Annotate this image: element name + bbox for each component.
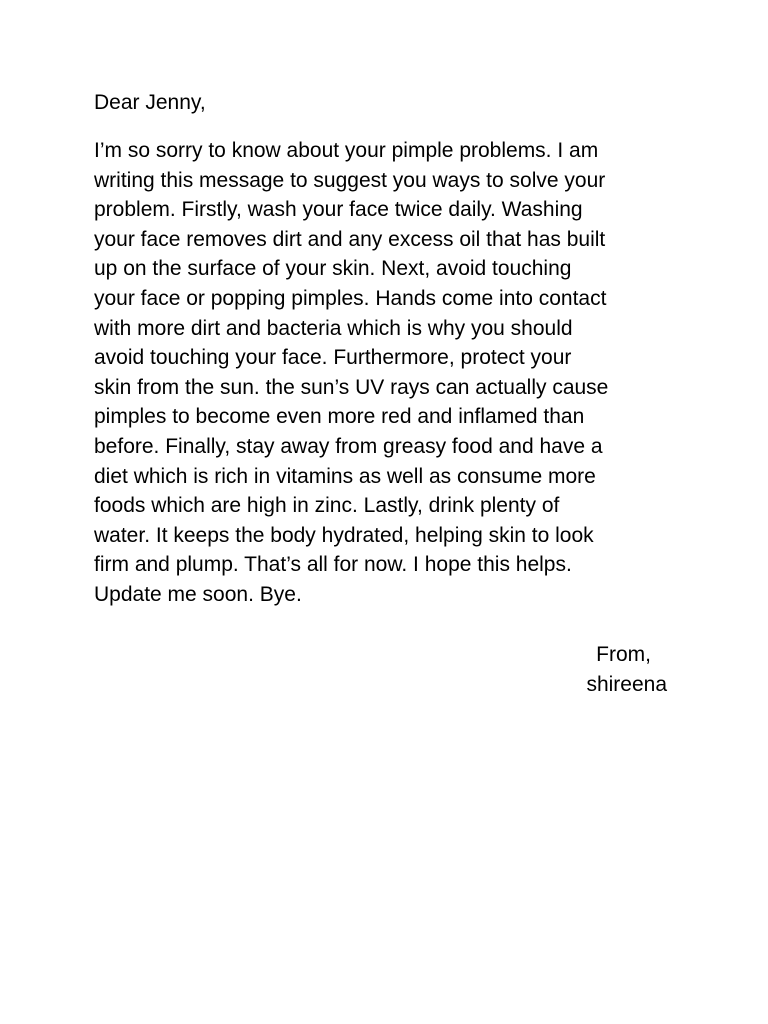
body-line: Update me soon. Bye. bbox=[94, 582, 302, 606]
body-line: your face removes dirt and any excess oil that has built bbox=[94, 227, 606, 251]
body-line: water. It keeps the body hydrated, helping skin to look bbox=[94, 523, 594, 547]
body-line: I’m so sorry to know about your pimple problems. I am bbox=[94, 139, 599, 162]
body-line: firm and plump. That’s all for now. I hope this helps. bbox=[94, 553, 572, 577]
body-line: up on the surface of your skin. Next, avoid touching bbox=[94, 257, 572, 281]
body-line: problem. Firstly, wash your face twice daily. Washing bbox=[94, 198, 583, 222]
body-line: skin from the sun. the sun’s UV rays can actually cause bbox=[94, 375, 609, 399]
body-line: foods which are high in zinc. Lastly, drink plenty of bbox=[94, 494, 560, 518]
body-line: diet which is rich in vitamins as well as consume more bbox=[94, 464, 596, 488]
body-line: with more dirt and bacteria which is why you should bbox=[94, 316, 573, 340]
closing-block bbox=[520, 640, 667, 700]
body-line: pimples to become even more red and inflamed than bbox=[94, 405, 585, 429]
body-line: writing this message to suggest you ways to solve your bbox=[94, 168, 606, 192]
closing-text: From, bbox=[596, 643, 651, 666]
body-line: before. Finally, stay away from greasy food and have a bbox=[94, 434, 603, 458]
body-line: your face or popping pimples. Hands come into contact bbox=[94, 286, 607, 310]
salutation: Dear Jenny, bbox=[94, 91, 206, 114]
body-line: avoid touching your face. Furthermore, protect your bbox=[94, 346, 572, 370]
letter-body bbox=[94, 136, 684, 610]
signature: shireena bbox=[586, 673, 667, 696]
